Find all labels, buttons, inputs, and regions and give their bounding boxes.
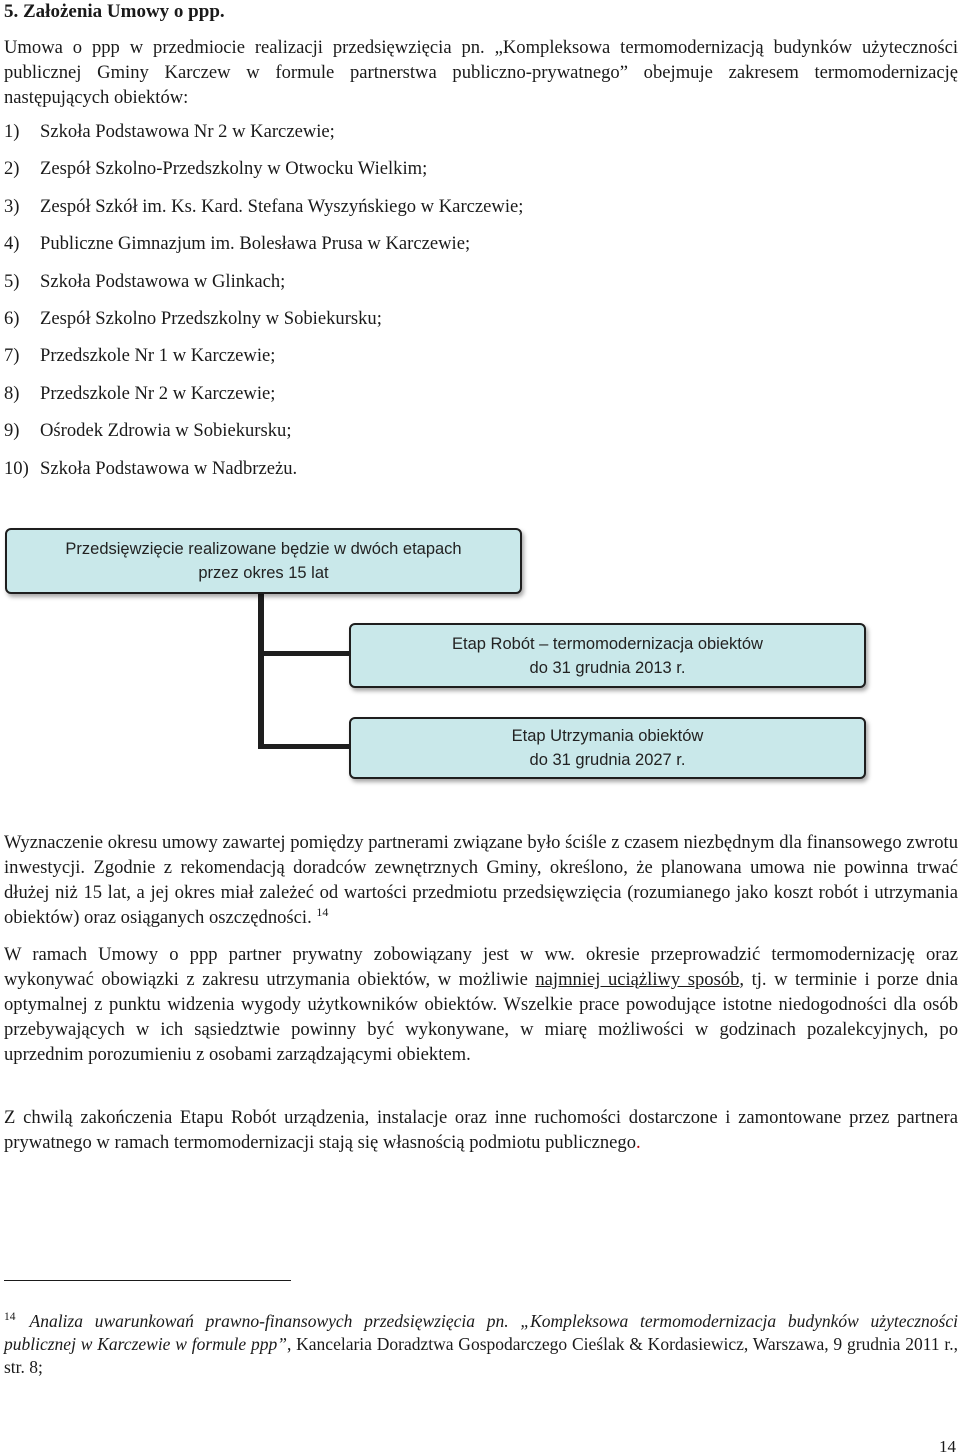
list-item: [4, 380, 523, 417]
footnote-number: 14: [4, 1311, 16, 1324]
list-item-number: 4): [4, 233, 20, 255]
diagram-box-maintenance-stage: [349, 717, 866, 779]
paragraph-partner-obligations-after: , tj. w terminie i porze dnia optymalnej z punktu widzenia wygody użytkowników obiektów. Wszelkie prace powodujące istotne niedogodności dla osób przebywających w ich sąsiedztwie powinny być wykonywane, w miarę możliwości w godzinach pozalekcyjnych, po uprzednim porozumieniu z osobami zarządzającymi obiektem.: [4, 969, 959, 1065]
list-item: [4, 455, 523, 492]
list-item: [4, 417, 523, 454]
paragraph-partner-obligations: [4, 942, 958, 1067]
list-item-text: Szkoła Podstawowa w Glinkach;: [40, 270, 286, 292]
list-item-text: Ośrodek Zdrowia w Sobiekursku;: [40, 420, 292, 442]
diagram-connector-maintenance: [258, 744, 351, 749]
list-item-text: Publiczne Gimnazjum im. Bolesława Prusa w Karczewie;: [40, 233, 471, 255]
intro-paragraph: Umowa o ppp w przedmiocie realizacji przedsięwzięcia pn. „Kompleksowa termomodernizacją budynków użyteczności publicznej Gminy Karczew w formule partnerstwa publiczno-prywatnego” obejmuje zakresem termomodernizację następujących obiektów:: [4, 37, 958, 108]
section-heading: 5. Założenia Umowy o ppp.: [4, 1, 225, 22]
list-item-text: Zespół Szkolno-Przedszkolny w Otwocku Wielkim;: [40, 158, 428, 180]
footnote: [4, 1310, 958, 1379]
diagram-box-maintenance-line1: Etap Utrzymania obiektów: [511, 727, 704, 745]
diagram-box-works-line2: do 31 grudnia 2013 r.: [529, 658, 686, 677]
list-item-text: Zespół Szkolno Przedszkolny w Sobiekursku;: [40, 307, 382, 329]
footnote-separator: [4, 1280, 291, 1281]
diagram-box-project-line2: przez okres 15 lat: [198, 564, 329, 582]
list-item: [4, 193, 523, 230]
list-item-text: Szkoła Podstawowa Nr 2 w Karczewie;: [40, 121, 335, 142]
list-item-number: 10): [4, 457, 29, 479]
diagram-box-works-line1: Etap Robót – termomodernizacja obiektów: [452, 634, 763, 653]
diagram-box-project: [5, 528, 522, 594]
diagram-box-maintenance-line2: do 31 grudnia 2027 r.: [529, 751, 686, 769]
paragraph-contract-period: [4, 830, 958, 930]
list-item: [4, 118, 523, 155]
footnote-source: , Kancelaria Doradztwa Gospodarczego Cieślak & Kordasiewicz, Warszawa, 9 grudnia 2011 r., str. 8;: [4, 1334, 958, 1377]
paragraph-contract-period-text: Wyznaczenie okresu umowy zawartej pomiędzy partnerami związane było ściśle z czasem niezbędnym dla finansowego zwrotu inwestycji. Zgodnie z rekomendacją doradców zewnętrznych Gminy, określono, że planowana umowa nie powinna trwać dłużej niż 15 lat, a jej okres miał zależeć od wartości przedmiotu przedsięwzięcia (rozumianego jako koszt robót i utrzymania obiektów) oraz osiąganych oszczędności.: [4, 832, 958, 928]
paragraph-ownership-transfer: [4, 1105, 958, 1155]
list-item-number: 3): [4, 195, 20, 217]
list-item-text: Przedszkole Nr 2 w Karczewie;: [40, 382, 276, 404]
list-item: [4, 342, 523, 379]
list-item-text: Szkoła Podstawowa w Nadbrzeżu.: [40, 457, 298, 479]
list-item-number: 7): [4, 345, 20, 367]
diagram-box-works-stage: [349, 623, 866, 688]
list-item: [4, 230, 523, 267]
list-item: [4, 155, 523, 192]
diagram-connector-vertical: [258, 592, 264, 749]
list-item-text: Przedszkole Nr 1 w Karczewie;: [40, 345, 276, 367]
page-number: 14: [939, 1437, 956, 1456]
list-item-number: 8): [4, 382, 20, 404]
diagram-box-project-line1: Przedsięwzięcie realizowane będzie w dwóch etapach: [65, 540, 462, 558]
list-item-text: Zespół Szkół im. Ks. Kard. Stefana Wyszyńskiego w Karczewie;: [40, 195, 524, 217]
paragraph-partner-obligations-before: W ramach Umowy o ppp partner prywatny zobowiązany jest w ww. okresie przeprowadzić termomodernizację oraz wykonywać obowiązki z zakresu utrzymania obiektów, w możliwie: [4, 944, 958, 990]
paragraph-end-mark: .: [636, 1132, 641, 1153]
list-item: [4, 268, 523, 305]
list-item-number: 9): [4, 420, 20, 442]
list-item: [4, 305, 523, 342]
objects-list: [4, 118, 523, 492]
list-item-number: 2): [4, 158, 20, 180]
list-item-number: 6): [4, 307, 20, 329]
list-item-number: 5): [4, 270, 20, 292]
paragraph-ownership-transfer-text: Z chwilą zakończenia Etapu Robót urządzenia, instalacje oraz inne ruchomości dostarczone i zamontowane przez partnera prywatnego w ramach termomodernizacji stają się własnością podmiotu publicznego: [4, 1107, 958, 1153]
footnote-title: Analiza uwarunkowań prawno-finansowych przedsięwzięcia pn. „Kompleksowa termomodernizacja budynków użyteczności publicznej w Karczewie w formule ppp”: [4, 1311, 958, 1354]
list-item-number: 1): [4, 121, 20, 142]
underlined-phrase: najmniej uciążliwy sposób: [535, 969, 740, 990]
diagram-connector-works: [258, 651, 351, 656]
footnote-reference[interactable]: 14: [316, 904, 329, 919]
stages-diagram: [0, 520, 960, 790]
